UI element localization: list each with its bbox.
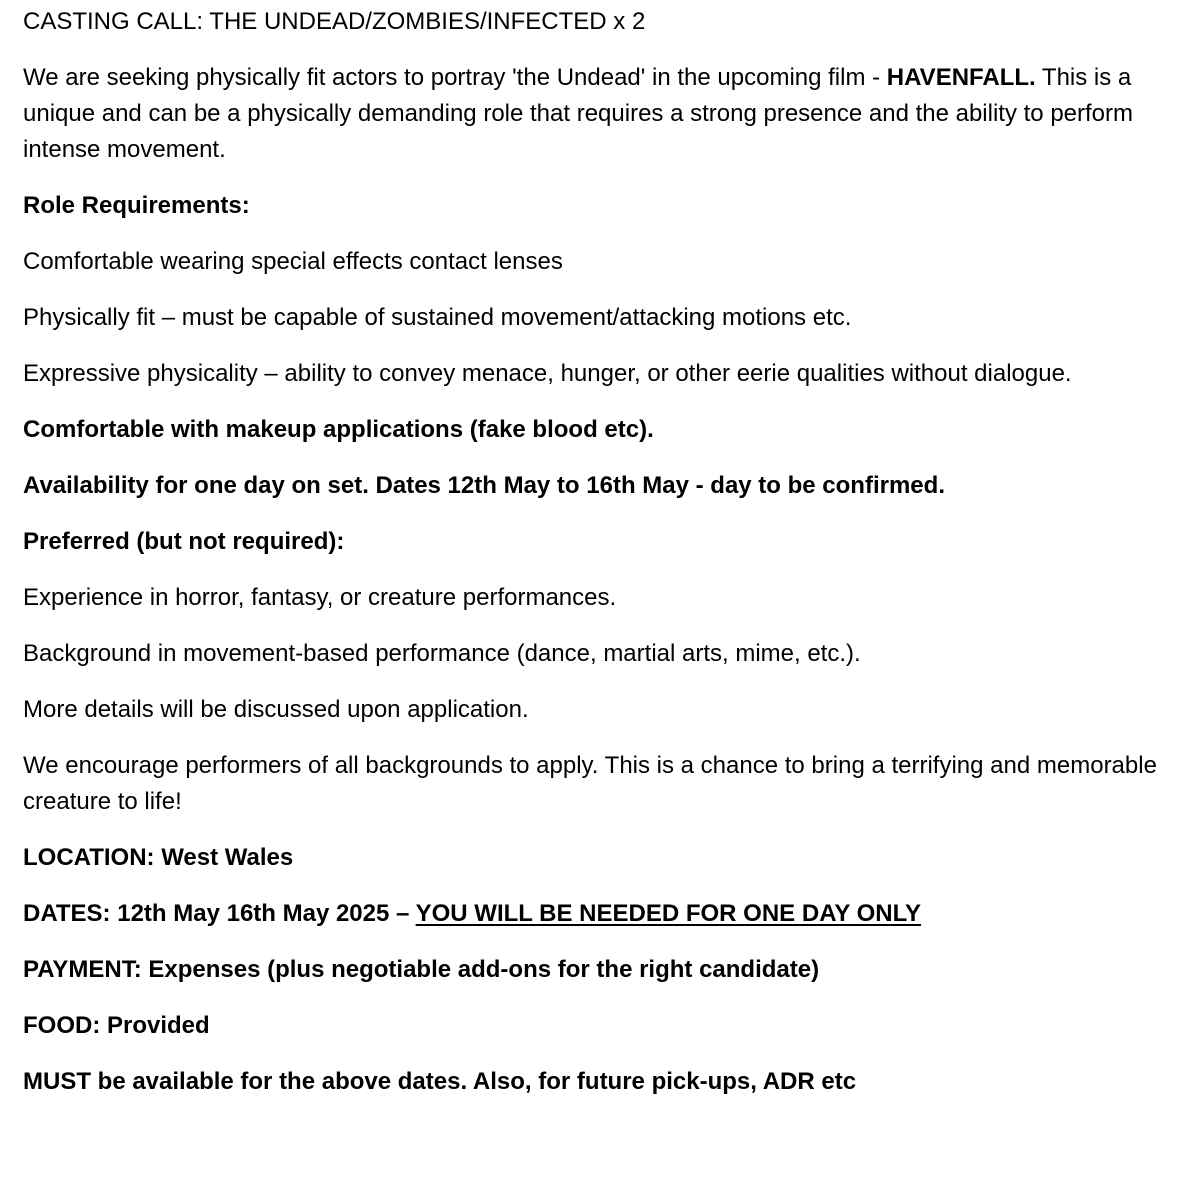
must-line: MUST be available for the above dates. Also, for future pick-ups, ADR etc [23, 1068, 857, 1095]
intro-text-2: This is a unique and can be a physically demanding role that requires a strong presence and the ability to perform intense movement. [23, 64, 1134, 163]
encourage-paragraph: We encourage performers of all backgrounds to apply. This is a chance to bring a terrifying and memorable creature to life! [23, 752, 1157, 815]
requirement-contact-lenses: Comfortable wearing special effects contact lenses [23, 248, 563, 275]
requirement-physically-fit: Physically fit – must be capable of sustained movement/attacking motions etc. [23, 304, 852, 331]
dates-line [23, 896, 1157, 932]
dates-underlined: YOU WILL BE NEEDED FOR ONE DAY ONLY [415, 900, 922, 927]
preferred-background: Background in movement-based performance (dance, martial arts, mime, etc.). [23, 640, 861, 667]
preferred-experience: Experience in horror, fantasy, or creature performances. [23, 584, 617, 611]
casting-title: CASTING CALL: THE UNDEAD/ZOMBIES/INFECTED x 2 [23, 8, 646, 35]
dates-prefix: DATES: 12th May 16th May 2025 – [23, 900, 416, 927]
film-name: HAVENFALL. [886, 64, 1036, 91]
requirement-expressive-physicality: Expressive physicality – ability to convey menace, hunger, or other eerie qualities without dialogue. [23, 360, 1072, 387]
payment-line: PAYMENT: Expenses (plus negotiable add-ons for the right candidate) [23, 956, 820, 983]
requirements-heading: Role Requirements: [23, 192, 250, 219]
location-line: LOCATION: West Wales [23, 844, 294, 871]
intro-paragraph [23, 60, 1157, 168]
preferred-heading: Preferred (but not required): [23, 528, 345, 555]
requirement-makeup: Comfortable with makeup applications (fake blood etc). [23, 416, 654, 443]
food-line: FOOD: Provided [23, 1012, 210, 1039]
requirement-availability: Availability for one day on set. Dates 12th May to 16th May - day to be confirmed. [23, 472, 945, 499]
intro-text: We are seeking physically fit actors to portray 'the Undead' in the upcoming film - [23, 64, 887, 91]
details-note: More details will be discussed upon application. [23, 696, 529, 723]
